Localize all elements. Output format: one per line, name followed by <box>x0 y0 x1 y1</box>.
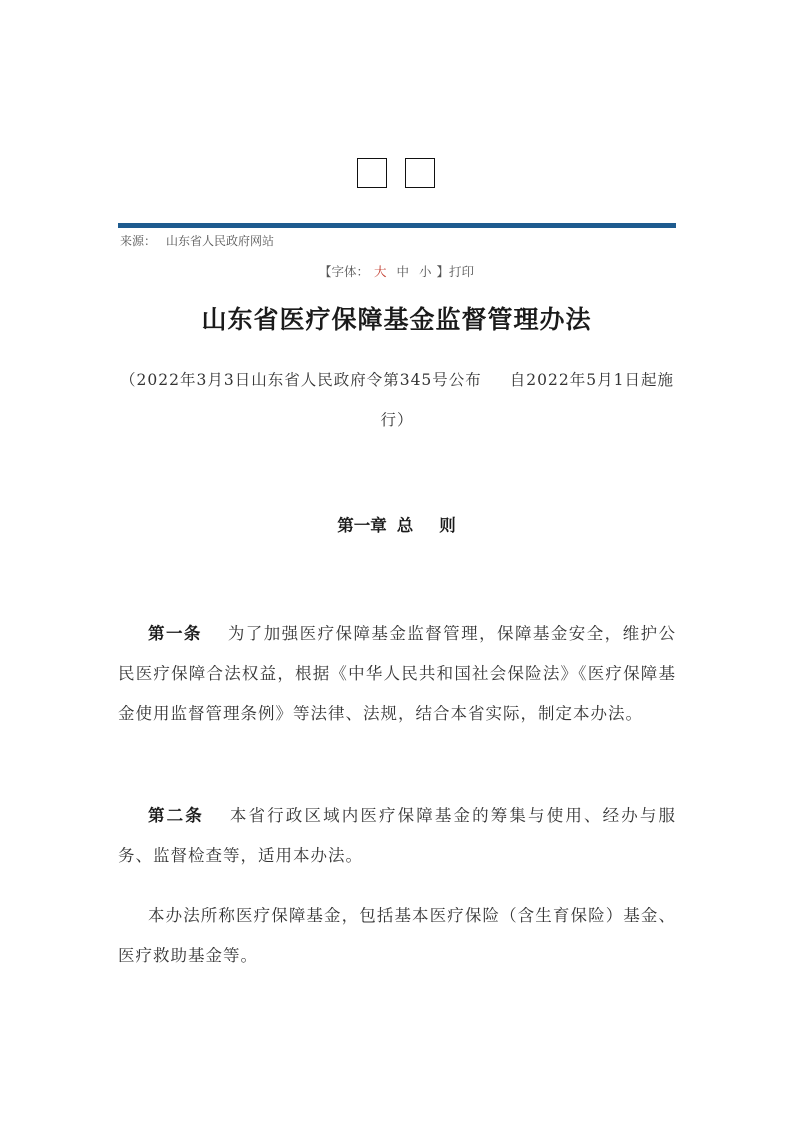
logo-box-icon <box>357 158 387 188</box>
font-size-toolbar <box>0 262 793 280</box>
site-logo <box>357 158 437 191</box>
article-text: 为了加强医疗保障基金监督管理，保障基金安全，维护公民医疗保障合法权益，根据《中华人民共和国社会保险法》《医疗保障基金使用监督管理条例》等法律、法规，结合本省实际，制定本办法。 <box>118 624 677 723</box>
promulgation-note <box>118 360 676 440</box>
article-number: 第一条 <box>148 624 202 643</box>
body-paragraph: 本办法所称医疗保障基金，包括基本医疗保险（含生育保险）基金、医疗救助基金等。 <box>118 906 676 965</box>
header-divider <box>118 223 676 228</box>
source-value: 山东省人民政府网站 <box>166 234 275 248</box>
font-large-button[interactable]: 大 <box>373 264 387 279</box>
article-paragraph <box>118 614 676 734</box>
font-size-label: 【字体： <box>318 264 369 279</box>
article-paragraph <box>118 796 676 876</box>
promulgation-part1: （2022年3月3日山东省人民政府令第345号公布 <box>120 371 482 389</box>
source-label: 来源： <box>120 234 157 248</box>
promulgation-part2: 自2022年5月1日起施行） <box>380 371 674 429</box>
font-size-close-bracket: 】 <box>436 264 450 279</box>
chapter-number: 第一章 <box>337 516 387 535</box>
print-button[interactable]: 打印 <box>449 264 475 279</box>
source-line <box>120 232 274 249</box>
document-title: 山东省医疗保障基金监督管理办法 <box>201 305 592 334</box>
chapter-title-word2: 则 <box>439 516 456 535</box>
font-small-button[interactable]: 小 <box>419 264 432 279</box>
article-number: 第二条 <box>148 806 204 825</box>
article-text: 本省行政区域内医疗保障基金的筹集与使用、经办与服务、监督检查等，适用本办法。 <box>118 806 677 865</box>
logo-box-icon <box>405 158 435 188</box>
font-medium-button[interactable]: 中 <box>396 264 409 279</box>
chapter-heading <box>0 512 793 536</box>
chapter-title-word1: 总 <box>396 516 414 535</box>
